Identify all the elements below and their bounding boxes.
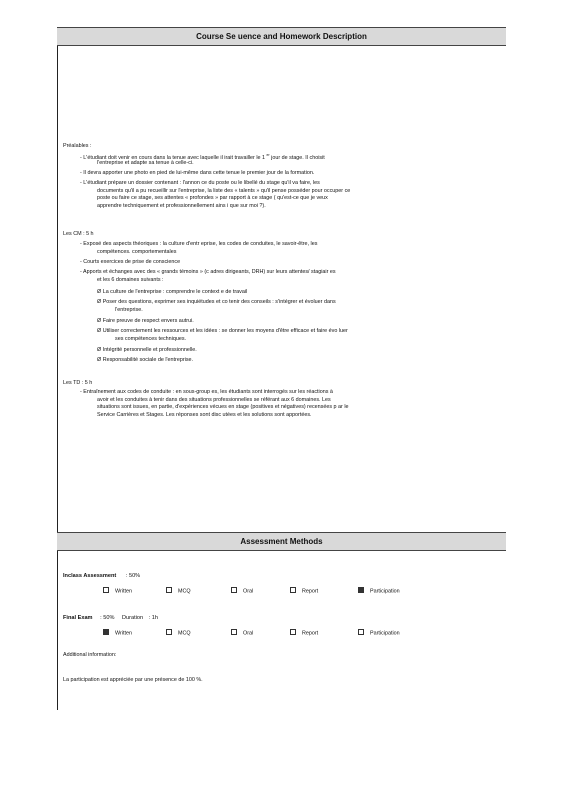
cm-domain-5: Ø Intégrité personnelle et professionnelle. (97, 347, 197, 353)
cm-bullet-3: - Apports et échanges avec des « grands témoins » (c adres dirigeants, DRH) sur leurs attentes/ stagiair es (80, 269, 336, 275)
cm-title: Les CM : 5 h (63, 231, 94, 237)
cm-bullet-1: - Exposé des aspects théoriques : la culture d'entr eprise, les codes de conduites, le savoir-être, les (80, 241, 318, 247)
cm-bullet-2: - Courts exercices de prise de conscience (80, 259, 181, 265)
option-label: MCQ (178, 630, 191, 637)
cm-domain-6: Ø Responsabilité sociale de l'entreprise. (97, 357, 194, 363)
option-label: Report (302, 630, 319, 637)
td-line-3: situations sont issues, en partie, d'expériences vécues en stage (positives et négatives) recensées p ar le (97, 404, 349, 411)
duration-value: : 1h (148, 615, 159, 621)
final-option-written[interactable] (103, 630, 132, 636)
cm-domain-2-cont: l'entreprise. (115, 306, 143, 313)
prerequisites-bullet-1-text: - L'étudiant doit venir en cours dans la tenue avec laquelle il irait travailler le 1 (80, 154, 266, 161)
duration-label: Duration (121, 615, 144, 621)
assessment-methods-header: Assessment Methods (57, 532, 506, 551)
inclass-assessment-row (63, 573, 140, 579)
checkbox-icon[interactable] (231, 587, 237, 593)
prerequisites-title: Préalables : (63, 143, 92, 149)
inclass-option-participation[interactable] (358, 588, 400, 594)
prerequisites-bullet-1-tail: jour de stage. Il choisit (271, 154, 325, 161)
option-label: MCQ (178, 588, 191, 595)
checkbox-checked-icon[interactable] (358, 587, 364, 593)
td-line-1: - Entraînement aux codes de conduite : en sous-group es, les étudiants sont interrogés sur les réactions à (80, 389, 333, 395)
inclass-assessment-label: Inclass Assessment (63, 573, 117, 579)
checkbox-icon[interactable] (358, 629, 364, 635)
final-option-participation[interactable] (358, 630, 400, 636)
option-label: Written (115, 630, 132, 637)
final-option-oral[interactable] (231, 630, 253, 636)
participation-note: La participation est appréciée par une présence de 100 %. (63, 677, 203, 683)
checkbox-checked-icon[interactable] (103, 629, 109, 635)
additional-information-label: Additional information: (63, 652, 117, 658)
cm-domain-3: Ø Faire preuve de respect envers autrui. (97, 318, 194, 324)
option-label: Written (115, 588, 132, 595)
td-line-4: Service Carrières et Stages. Les réponses sont disc utées et les solutions sont apportées. (97, 411, 312, 418)
inclass-option-report[interactable] (290, 588, 318, 594)
checkbox-icon[interactable] (166, 587, 172, 593)
td-line-2: avoir et les conduites à tenir dans des situations professionnelles se référant aux 6 domaines. Les (97, 396, 331, 403)
final-option-mcq[interactable] (166, 630, 191, 636)
final-exam-pct: : 50% (100, 615, 115, 621)
inclass-option-mcq[interactable] (166, 588, 191, 594)
prerequisites-bullet-3-l4: apprendre techniquement et professionnellement ains i que sur moi ?). (97, 202, 266, 209)
prerequisites-bullet-3-l3: poste ou faire ce stage, ses attentes « profondes » par rapport à ce stage ( qu'est-ce que je veux (97, 195, 328, 202)
cm-domain-4: Ø Utiliser correctement les ressources et les idées : se donner les moyens d'être efficace et faire évo luer (97, 328, 348, 334)
cm-domain-1: Ø La culture de l'entreprise : comprendre le context e de travail (97, 289, 248, 295)
cm-bullet-3-cont: et les 6 domaines suivants : (97, 276, 164, 283)
prerequisites-bullet-2: - Il devra apporter une photo en pied de lui-même dans cette tenue le premier jour de la formation. (80, 170, 315, 176)
checkbox-icon[interactable] (103, 587, 109, 593)
cm-domain-2: Ø Poser des questions, exprimer ses inquiétudes et co tenir des conseils : s'intégrer et évoluer dans (97, 299, 336, 305)
td-title: Les TD : 5 h (63, 380, 93, 386)
prerequisites-bullet-3: - L'étudiant prépare un dossier contenant : l'annon ce du poste ou le libellé du stage qu'il va faire, les (80, 180, 320, 186)
prerequisites-bullet-1-cont: l'entreprise et adapte sa tenue à celle-ci. (97, 159, 194, 166)
inclass-assessment-pct: : 50% (125, 573, 141, 579)
superscript-er: er (266, 153, 270, 157)
option-label: Report (302, 588, 319, 595)
course-sequence-header: Course Se uence and Homework Description (57, 27, 506, 46)
final-exam-row (63, 615, 158, 621)
checkbox-icon[interactable] (231, 629, 237, 635)
inclass-option-oral[interactable] (231, 588, 253, 594)
final-exam-label: Final Exam (63, 615, 93, 621)
option-label: Participation (370, 630, 400, 637)
cm-domain-4-cont: ses compétences techniques. (115, 335, 187, 342)
option-label: Oral (243, 630, 254, 637)
option-label: Participation (370, 588, 400, 595)
checkbox-icon[interactable] (290, 629, 296, 635)
prerequisites-bullet-3-l2: documents qu'il a pu recueillir sur l'entreprise, la liste des « talents » qu'il pense posséder pour occuper ce (97, 187, 351, 194)
final-option-report[interactable] (290, 630, 318, 636)
page-frame (57, 27, 507, 710)
inclass-option-written[interactable] (103, 588, 132, 594)
cm-bullet-1-cont: compétences. comportementales (97, 248, 177, 255)
checkbox-icon[interactable] (166, 629, 172, 635)
option-label: Oral (243, 588, 254, 595)
checkbox-icon[interactable] (290, 587, 296, 593)
